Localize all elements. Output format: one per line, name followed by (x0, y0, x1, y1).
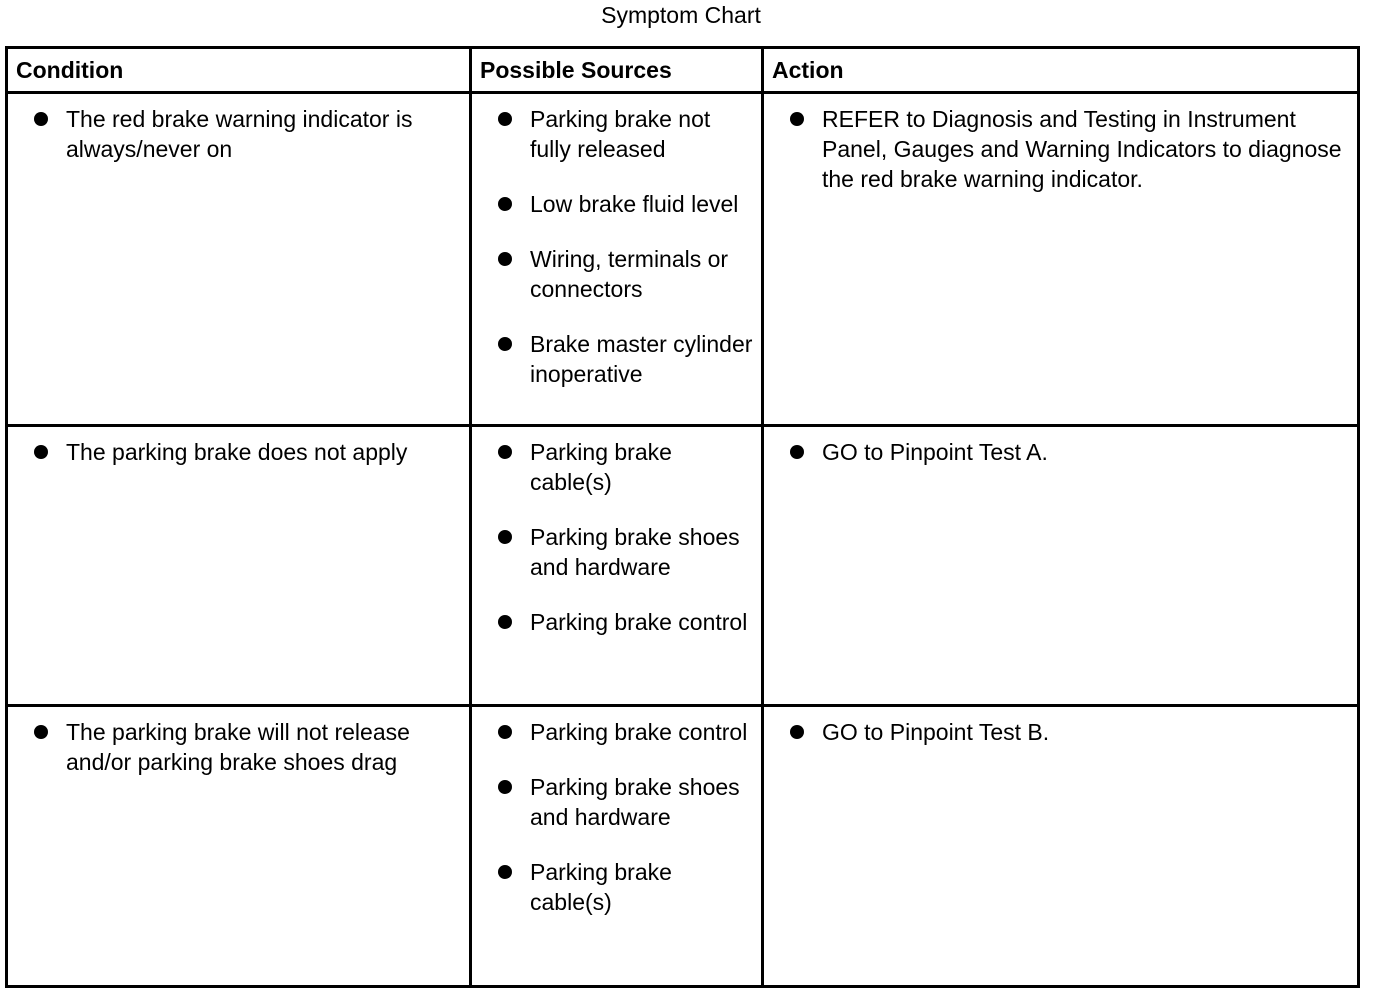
source-text: Parking brake control (530, 719, 748, 745)
action-cell (763, 426, 1359, 706)
header-condition: Condition (7, 48, 471, 93)
bullet-icon (498, 780, 512, 794)
bullet-icon (790, 112, 804, 126)
list-item (480, 437, 753, 497)
header-possible-sources: Possible Sources (471, 48, 763, 93)
sources-cell (471, 706, 763, 987)
list-item (16, 104, 461, 164)
condition-text: The parking brake will not release and/or parking brake shoes drag (66, 719, 410, 775)
condition-cell (7, 426, 471, 706)
source-text: Parking brake shoes and hardware (530, 774, 740, 830)
list-item (480, 607, 753, 637)
bullet-icon (498, 445, 512, 459)
action-text: REFER to Diagnosis and Testing in Instrument Panel, Gauges and Warning Indicators to diagnose the red brake warning indicator. (822, 106, 1342, 192)
list-item (16, 437, 461, 467)
bullet-icon (498, 615, 512, 629)
list-item (772, 437, 1349, 467)
source-text: Parking brake cable(s) (530, 439, 672, 495)
action-text: GO to Pinpoint Test B. (822, 719, 1050, 745)
bullet-icon (34, 112, 48, 126)
condition-text: The red brake warning indicator is always/never on (66, 106, 413, 162)
list-item (772, 717, 1349, 747)
list-item (480, 244, 753, 304)
header-action: Action (763, 48, 1359, 93)
sources-cell (471, 93, 763, 426)
condition-cell (7, 93, 471, 426)
table-header-row (7, 48, 1359, 93)
bullet-icon (498, 112, 512, 126)
bullet-icon (498, 337, 512, 351)
source-text: Low brake fluid level (530, 191, 739, 217)
list-item (16, 717, 461, 777)
list-item (480, 189, 753, 219)
bullet-icon (498, 252, 512, 266)
bullet-icon (498, 530, 512, 544)
list-item (480, 329, 753, 389)
list-item (480, 522, 753, 582)
list-item (772, 104, 1349, 194)
table-row (7, 93, 1359, 426)
list-item (480, 857, 753, 917)
source-text: Brake master cylinder inoperative (530, 331, 753, 387)
list-item (480, 104, 753, 164)
chart-title: Symptom Chart (601, 2, 761, 28)
bullet-icon (498, 865, 512, 879)
condition-text: The parking brake does not apply (66, 439, 408, 465)
source-text: Parking brake control (530, 609, 748, 635)
bullet-icon (790, 725, 804, 739)
table-row (7, 426, 1359, 706)
condition-cell (7, 706, 471, 987)
list-item (480, 772, 753, 832)
table-row (7, 706, 1359, 987)
source-text: Parking brake cable(s) (530, 859, 672, 915)
bullet-icon (498, 725, 512, 739)
action-text: GO to Pinpoint Test A. (822, 439, 1048, 465)
sources-cell (471, 426, 763, 706)
source-text: Parking brake shoes and hardware (530, 524, 740, 580)
symptom-table (5, 46, 1360, 988)
bullet-icon (34, 445, 48, 459)
list-item (480, 717, 753, 747)
bullet-icon (790, 445, 804, 459)
action-cell (763, 93, 1359, 426)
source-text: Wiring, terminals or connectors (530, 246, 729, 302)
bullet-icon (34, 725, 48, 739)
action-cell (763, 706, 1359, 987)
source-text: Parking brake not fully released (530, 106, 711, 162)
bullet-icon (498, 197, 512, 211)
